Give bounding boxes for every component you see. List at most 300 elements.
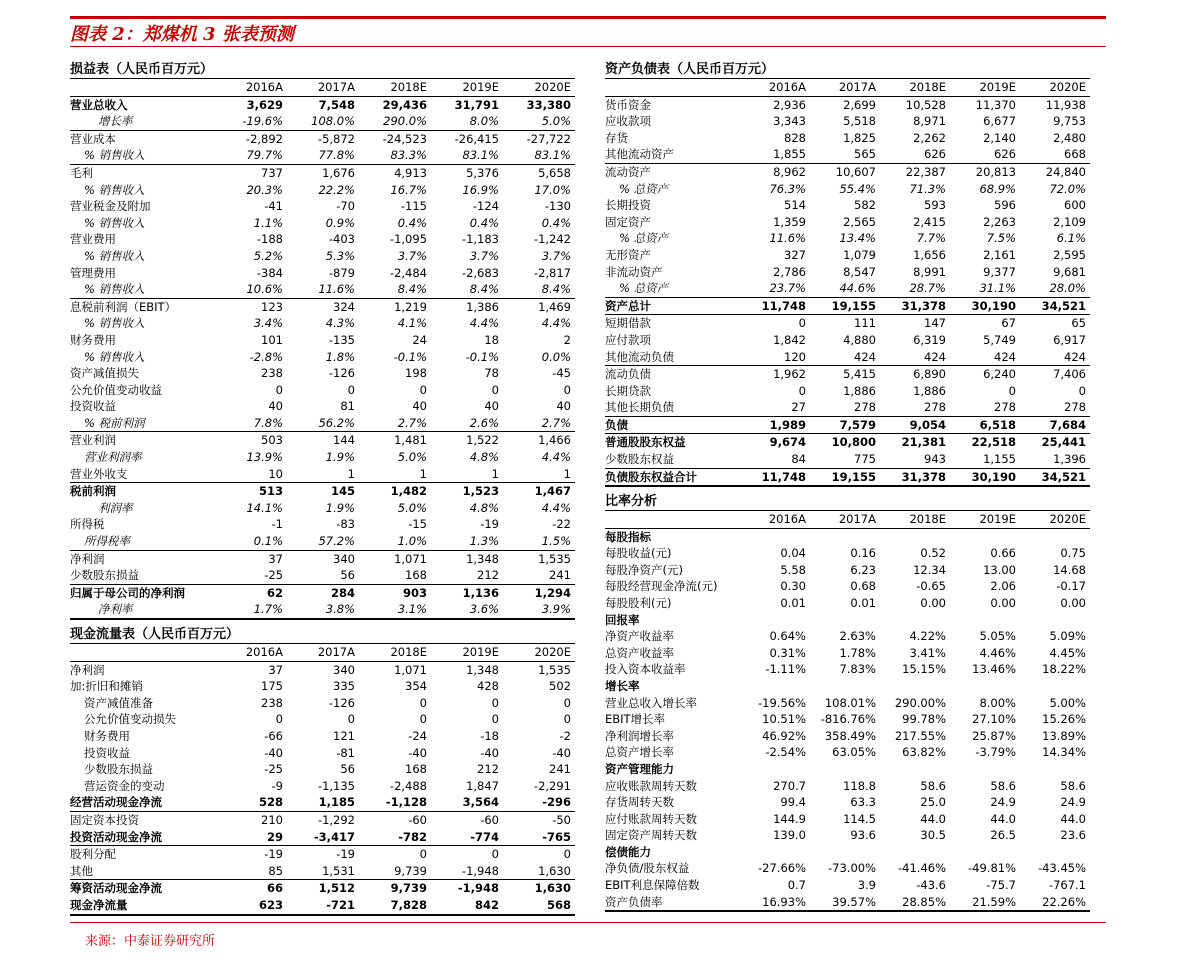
row-value: 9,681 — [1053, 264, 1086, 279]
row-value: 3,564 — [431, 794, 503, 811]
row-label: 流动负债 — [605, 367, 651, 382]
row-value: 1,989 — [740, 416, 810, 434]
row-value: 56.2% — [287, 415, 359, 432]
row-value: 1.8% — [325, 349, 355, 364]
row-label: 存货周转天数 — [605, 795, 674, 810]
row-value: -19.56% — [758, 695, 806, 710]
row-value: 2,140 — [983, 130, 1016, 145]
row-value: -26,415 — [454, 131, 499, 146]
row-value: 65 — [1071, 316, 1086, 331]
row-value — [880, 844, 950, 861]
row-value: 424 — [950, 349, 1020, 366]
row-value: 354 — [405, 679, 427, 694]
row-value: 37 — [268, 662, 283, 677]
row-label: 应付款项 — [605, 332, 651, 347]
row-value: 67 — [1001, 316, 1016, 331]
table-row — [605, 711, 1090, 728]
row-value: 0 — [491, 382, 499, 397]
row-label: % 销售收入 — [84, 349, 145, 364]
row-label: 负债 — [605, 416, 740, 434]
row-value: -1,948 — [431, 863, 503, 880]
row-value: 44.0 — [1060, 811, 1086, 826]
row-value: 22,518 — [971, 435, 1016, 450]
row-value: -384 — [256, 265, 283, 280]
row-value: 0.04 — [780, 546, 806, 561]
row-value: 31,378 — [880, 297, 950, 315]
table-row — [605, 811, 1090, 828]
row-value: 30.5 — [920, 828, 946, 843]
year-header: 2020E — [503, 644, 575, 662]
table-row — [70, 711, 575, 728]
row-value: 17.0% — [534, 182, 571, 197]
row-value: 114.5 — [843, 811, 876, 826]
row-value: 57.2% — [287, 533, 359, 550]
row-value: 9,674 — [769, 435, 806, 450]
row-value: 55.4% — [839, 181, 876, 196]
row-value: 12.34 — [913, 562, 946, 577]
row-value: 93.6 — [850, 828, 876, 843]
row-value: 6,677 — [983, 114, 1016, 129]
row-value: 5.2% — [253, 248, 283, 263]
ratio-analysis — [605, 494, 1090, 912]
table-row — [70, 728, 575, 745]
table-row — [605, 332, 1090, 349]
table-row — [605, 230, 1090, 247]
row-value: -50 — [552, 812, 571, 827]
row-label: 投资收益 — [84, 745, 130, 760]
row-value — [950, 612, 1020, 629]
income-statement-title: 损益表（人民币百万元） — [70, 62, 214, 77]
table-row — [70, 550, 575, 567]
row-label: 资产减值准备 — [84, 695, 153, 710]
row-value: 1,512 — [318, 881, 355, 896]
row-value: 79.7% — [215, 147, 287, 164]
row-value: 0.00 — [1060, 595, 1086, 610]
row-value — [1020, 528, 1090, 545]
table-row — [605, 214, 1090, 231]
row-value: 14.1% — [246, 500, 283, 515]
row-value: -60 — [480, 812, 499, 827]
row-value: 278 — [810, 399, 880, 416]
row-value: 1,855 — [740, 146, 810, 163]
row-label: 货币资金 — [605, 97, 651, 112]
row-value: 1,469 — [538, 299, 571, 314]
row-value — [880, 678, 950, 695]
row-value: 77.8% — [287, 147, 359, 164]
row-value: 14.34% — [1042, 745, 1086, 760]
row-value: 22.2% — [318, 182, 355, 197]
row-value: -75.7 — [986, 878, 1016, 893]
row-value: -19 — [336, 847, 355, 862]
row-value: 3.9 — [857, 878, 876, 893]
row-value: -45 — [552, 366, 571, 381]
row-value: -0.17 — [1056, 579, 1086, 594]
row-value — [810, 528, 880, 545]
row-value: 600 — [1064, 198, 1086, 213]
balance-sheet — [605, 62, 1090, 487]
row-label: 毛利 — [70, 165, 93, 180]
row-value: -60 — [408, 812, 427, 827]
row-value: 238 — [261, 695, 283, 710]
row-label: 财务费用 — [84, 728, 130, 743]
row-value: 1,155 — [950, 451, 1020, 468]
row-value: -1,128 — [359, 794, 431, 811]
row-value: 7,548 — [318, 97, 355, 112]
row-label: 净利润增长率 — [605, 728, 674, 743]
year-header: 2020E — [1020, 511, 1090, 529]
row-value: 217.55% — [894, 728, 946, 743]
row-value: -83 — [336, 517, 355, 532]
row-value: -70 — [336, 199, 355, 214]
row-value: 270.7 — [773, 778, 806, 793]
row-value — [1020, 761, 1090, 778]
row-value: 1.5% — [503, 533, 575, 550]
table-row — [70, 516, 575, 533]
row-value: 4.4% — [541, 316, 571, 331]
row-value: 0 — [419, 382, 427, 397]
year-header: 2018E — [880, 511, 950, 529]
row-value: 828 — [784, 130, 806, 145]
row-value: 1,962 — [773, 367, 806, 382]
cashflow-header-row — [70, 644, 575, 662]
row-value: 20,813 — [975, 164, 1016, 179]
table-row — [70, 811, 575, 828]
row-value: 6.1% — [1056, 231, 1086, 246]
row-value: 30,190 — [950, 468, 1020, 486]
row-value: -2.54% — [765, 745, 806, 760]
row-value: 4,913 — [394, 165, 427, 180]
table-row — [70, 794, 575, 811]
row-value: 2.6% — [431, 415, 503, 432]
row-value: 3,343 — [773, 114, 806, 129]
table-row — [605, 434, 1090, 451]
row-value: 0.66 — [990, 546, 1016, 561]
row-value: 623 — [215, 897, 287, 915]
row-value: 3.8% — [287, 601, 359, 619]
row-value: 145 — [330, 484, 355, 499]
row-value: 101 — [261, 332, 283, 347]
row-value: 13.9% — [246, 450, 283, 465]
row-value — [740, 678, 810, 695]
row-label: 资产管理能力 — [605, 761, 674, 776]
ratio-analysis-title: 比率分析 — [605, 494, 658, 509]
row-value: 27 — [740, 399, 810, 416]
row-value: 62 — [266, 585, 283, 600]
row-value: 1,886 — [843, 383, 876, 398]
row-label: 所得税率 — [70, 533, 215, 550]
row-label: 偿债能力 — [605, 844, 651, 859]
table-row — [605, 297, 1090, 315]
row-value: 22,387 — [905, 164, 946, 179]
row-value: 8,971 — [913, 114, 946, 129]
row-label: 其他流动负债 — [605, 349, 740, 366]
table-row — [70, 695, 575, 712]
row-value: 6,890 — [913, 367, 946, 382]
section-header-row — [605, 844, 1090, 861]
row-label: 归属于母公司的净利润 — [70, 585, 185, 600]
row-value: 8,991 — [913, 264, 946, 279]
row-label: EBIT利息保障倍数 — [605, 878, 700, 893]
row-value: 0 — [347, 382, 355, 397]
row-value: 502 — [549, 679, 571, 694]
row-value: 943 — [880, 451, 950, 468]
row-value: 168 — [405, 762, 427, 777]
row-value: 24 — [412, 332, 427, 347]
row-value: 6,917 — [1053, 332, 1086, 347]
row-value: 4.4% — [469, 316, 499, 331]
row-value: 85 — [215, 863, 287, 880]
row-label: 回报率 — [605, 612, 640, 627]
row-value: 513 — [258, 484, 283, 499]
row-label: % 销售收入 — [70, 147, 215, 164]
row-value: 99.78% — [902, 712, 946, 727]
table-row — [605, 595, 1090, 612]
row-label: 营业利润率 — [84, 450, 142, 465]
row-value: 23.7% — [740, 280, 810, 297]
row-value: 111 — [854, 316, 876, 331]
row-value: 626 — [880, 146, 950, 163]
row-value: 40 — [412, 399, 427, 414]
row-value: 428 — [477, 679, 499, 694]
table-row — [605, 728, 1090, 745]
row-value: 1 — [431, 466, 503, 483]
row-value: -1,135 — [317, 778, 355, 793]
row-value: -2,892 — [245, 131, 283, 146]
row-value: 514 — [784, 198, 806, 213]
row-label: 净利率 — [70, 601, 215, 619]
year-header: 2016A — [740, 511, 810, 529]
row-value: 11,370 — [975, 97, 1016, 112]
table-row — [70, 863, 575, 880]
row-value: 1.7% — [215, 601, 287, 619]
row-label: % 销售收入 — [84, 182, 145, 197]
row-value: 40 — [484, 399, 499, 414]
row-value — [1020, 844, 1090, 861]
table-row — [605, 794, 1090, 811]
row-value: 2,936 — [773, 97, 806, 112]
row-value: 0 — [563, 695, 571, 710]
row-label: 其他流动资产 — [605, 146, 740, 163]
row-value: 144 — [333, 433, 355, 448]
row-value: 1 — [359, 466, 431, 483]
row-value: 1,359 — [773, 214, 806, 229]
row-value: 4.3% — [325, 316, 355, 331]
row-value: 5.3% — [325, 248, 355, 263]
row-value: 626 — [950, 146, 1020, 163]
row-label: EBIT增长率 — [605, 712, 666, 727]
row-label: 流动资产 — [605, 164, 651, 179]
table-row — [70, 678, 575, 695]
row-label: 营业费用 — [70, 232, 116, 247]
row-value: 0 — [1008, 383, 1016, 398]
row-value: 10 — [215, 466, 287, 483]
row-value: 31,378 — [880, 468, 950, 486]
row-value: 56 — [287, 567, 359, 584]
row-value — [740, 612, 810, 629]
row-value: 1,825 — [843, 130, 876, 145]
row-value: -25 — [215, 567, 287, 584]
row-value: 0.75 — [1060, 546, 1086, 561]
row-value: 0.01 — [850, 595, 876, 610]
row-value: -0.65 — [916, 579, 946, 594]
table-row — [70, 198, 575, 215]
row-value: -188 — [256, 232, 283, 247]
row-value: -1.11% — [765, 662, 806, 677]
table-row — [605, 860, 1090, 877]
row-value: 66 — [266, 881, 283, 896]
cashflow-statement — [70, 627, 575, 916]
row-value — [950, 528, 1020, 545]
table-row — [70, 147, 575, 164]
cashflow-statement-title: 现金流量表（人民币百万元） — [70, 627, 240, 642]
row-value: 0 — [419, 847, 427, 862]
table-row — [605, 181, 1090, 198]
row-value: -41 — [264, 199, 283, 214]
table-row — [70, 113, 575, 130]
row-value: 44.0 — [920, 811, 946, 826]
row-value: 11.6% — [287, 281, 359, 298]
row-value: 5,518 — [843, 114, 876, 129]
year-header: 2016A — [215, 644, 287, 662]
row-value: -115 — [400, 199, 427, 214]
income-table — [70, 78, 575, 620]
table-row — [605, 562, 1090, 579]
row-label: 营业总收入增长率 — [605, 695, 697, 710]
table-row — [70, 500, 575, 517]
row-value: 29 — [215, 829, 287, 846]
table-row — [70, 96, 575, 113]
row-value: 9,753 — [1053, 114, 1086, 129]
table-row — [70, 248, 575, 265]
row-value: 0 — [419, 695, 427, 710]
row-label: 长期贷款 — [605, 383, 651, 398]
row-value: -767.1 — [1048, 878, 1086, 893]
row-value: 11,938 — [1045, 97, 1086, 112]
row-value: 324 — [333, 299, 355, 314]
row-value: 5,376 — [466, 165, 499, 180]
row-value: -2.8% — [249, 349, 283, 364]
row-value: 2 — [563, 332, 571, 347]
row-value: 33,380 — [526, 97, 571, 112]
row-value: 358.49% — [824, 728, 876, 743]
row-value: 4.45% — [1049, 645, 1086, 660]
row-label: 净资产收益率 — [605, 629, 674, 644]
row-value: 34,521 — [1020, 297, 1090, 315]
row-label: 每股经营现金净流(元) — [605, 579, 718, 594]
table-row — [605, 349, 1090, 366]
row-label: 公允价值变动收益 — [70, 382, 162, 397]
year-header: 2017A — [810, 79, 880, 97]
balance-header-row — [605, 79, 1090, 97]
row-value: 842 — [431, 897, 503, 915]
table-row — [70, 601, 575, 619]
row-value: 4.8% — [469, 450, 499, 465]
row-value: 25,441 — [1041, 435, 1086, 450]
row-value: -135 — [328, 332, 355, 347]
row-value: 13.00 — [983, 562, 1016, 577]
row-value: 144.9 — [773, 811, 806, 826]
table-row — [605, 545, 1090, 562]
row-value: 3.7% — [469, 248, 499, 263]
section-header-row — [605, 678, 1090, 695]
row-value: 593 — [924, 198, 946, 213]
row-value: -296 — [503, 794, 575, 811]
table-row — [605, 628, 1090, 645]
row-label: 固定资本投资 — [70, 812, 139, 827]
row-value: 278 — [950, 399, 1020, 416]
row-value: 5.0% — [397, 450, 427, 465]
row-value: 0.00 — [920, 595, 946, 610]
row-value: 241 — [503, 567, 575, 584]
row-value: 8.00% — [979, 695, 1016, 710]
row-value: 3.9% — [503, 601, 575, 619]
row-label: 其他长期负债 — [605, 399, 740, 416]
section-header-row — [605, 612, 1090, 629]
row-value: 424 — [1020, 349, 1090, 366]
row-value: 34,521 — [1020, 468, 1090, 486]
row-value: 3.4% — [253, 316, 283, 331]
row-label: 资产减值损失 — [70, 366, 139, 381]
row-value: 139.0 — [773, 828, 806, 843]
row-value: 0 — [275, 382, 283, 397]
year-header: 2017A — [810, 511, 880, 529]
row-value: 9,739 — [359, 863, 431, 880]
section-header-row — [605, 761, 1090, 778]
row-label: % 销售收入 — [70, 281, 215, 298]
row-value: 15.15% — [902, 662, 946, 677]
title-rule — [70, 46, 1106, 47]
row-label: 净负债/股东权益 — [605, 861, 690, 876]
row-value: -1,242 — [533, 232, 571, 247]
row-value: 7,828 — [359, 897, 431, 915]
row-value: 1 — [287, 466, 359, 483]
row-value: 20.3% — [246, 182, 283, 197]
table-row — [605, 744, 1090, 761]
row-value: 175 — [261, 679, 283, 694]
row-value: 1,535 — [538, 662, 571, 677]
row-value: 7.7% — [916, 231, 946, 246]
row-value: 123 — [261, 299, 283, 314]
row-value: 46.92% — [762, 728, 806, 743]
table-row — [70, 661, 575, 678]
row-value: -15 — [408, 517, 427, 532]
table-row — [70, 382, 575, 399]
row-value: 3,629 — [246, 97, 283, 112]
table-row — [70, 265, 575, 282]
row-value: 4.1% — [397, 316, 427, 331]
table-row — [605, 383, 1090, 400]
row-value: 0.64% — [769, 629, 806, 644]
row-label: 短期借款 — [605, 316, 651, 331]
table-row — [70, 829, 575, 846]
row-value: 28.0% — [1020, 280, 1090, 297]
row-value: 1,886 — [913, 383, 946, 398]
row-value: 284 — [330, 585, 355, 600]
row-label: 息税前利润（EBIT） — [70, 299, 177, 314]
year-header: 2019E — [950, 79, 1020, 97]
table-row — [70, 745, 575, 762]
row-value: 18.22% — [1042, 662, 1086, 677]
row-value: -18 — [480, 728, 499, 743]
table-row — [70, 846, 575, 863]
row-label: 非流动资产 — [605, 264, 663, 279]
row-value: 0.4% — [541, 215, 571, 230]
row-value: -27,722 — [526, 131, 571, 146]
table-row — [70, 449, 575, 466]
table-row — [70, 880, 575, 897]
row-value: 108.01% — [824, 695, 876, 710]
row-value: -19 — [480, 517, 499, 532]
